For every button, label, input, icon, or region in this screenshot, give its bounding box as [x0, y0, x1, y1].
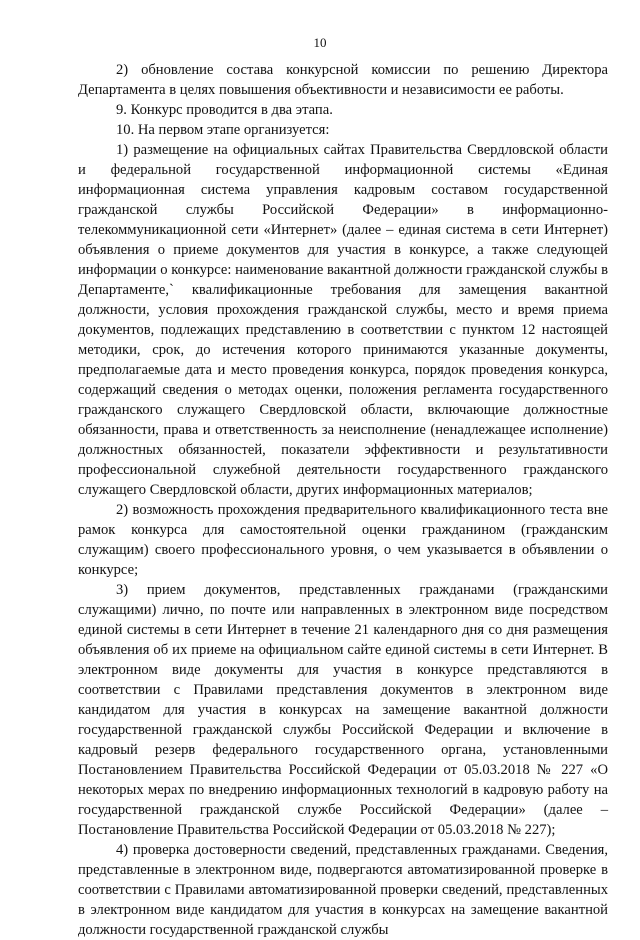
paragraph-document-intake: 3) прием документов, представленных гражданами (гражданскими служащими) лично, по почте или направленных в электронном виде посредством единой системы в сети Интернет в течение 21 календарного дня со дня размещения объявления об их приеме на официальном сайте единой системы в сети Интернет. В электронном виде документы для участия в конкурсе представляются в соответствии с Правилами представления документов в электронном виде кандидатом для участия в конкурсах на замещение вакантной должности государственной гражданской службы Российской Федерации и включение в кадровый резерв федерального государственного органа, установленными Постановлением Правительства Российской Федерации от 05.03.2018 № 227 «О некоторых мерах по внедрению информационных технологий в кадровую работу на государственной гражданской службе Российской Федерации» (далее – Постановление Правительства Российской Федерации от 05.03.2018 № 227); [78, 582, 608, 838]
paragraph-verification: 4) проверка достоверности сведений, представленных гражданами. Сведения, представленные в электронном виде, подвергаются автоматизированной проверке в соответствии с Правилами автоматизированной проверки сведений, представленных в электронном виде кандидатом для участия в конкурсах на замещение вакантной должности государственной гражданской службы [78, 842, 608, 938]
paragraph-two-stages: 9. Конкурс проводится в два этапа. [116, 102, 333, 118]
paragraph-publication: 1) размещение на официальных сайтах Правительства Свердловской области и федеральной государственной информационной системы «Единая информационная система управления кадровым составом государственной гражданской службы Российской Федерации» в информационно-телекоммуникационной сети «Интернет» (далее – единая система в сети Интернет) объявления о приеме документов для участия в конкурсе, а также следующей информации о конкурсе: наименование вакантной должности гражданской службы в Департаменте,` квалификационные требования для замещения вакантной должности, условия прохождения гражданской службы, место и время приема документов, подлежащих представлению в соответствии с пунктом 12 настоящей методики, срок, до истечения которого принимаются указанные документы, предполагаемые дата и место проведения конкурса, порядок проведения конкурса, содержащий сведения о методах оценки, положения регламента государственного гражданского служащего Свердловской области, включающие должностные обязанности, права и ответственность за неисполнение (ненадлежащее исполнение) должностных обязанностей, показатели эффективности и результативности профессиональной служебной деятельности государственного гражданского служащего Свердловской области, других информационных материалов; [78, 142, 608, 498]
paragraph-first-stage: 10. На первом этапе организуется: [116, 122, 330, 138]
page-number: 10 [313, 35, 327, 50]
paragraph-preliminary-test: 2) возможность прохождения предварительного квалификационного теста вне рамок конкурса для самостоятельной оценки гражданином (гражданским служащим) своего профессионального уровня, о чем указывается в объявлении о конкурсе; [78, 502, 608, 578]
document-body [78, 60, 608, 940]
paragraph-commission-update: 2) обновление состава конкурсной комиссии по решению Директора Департамента в целях повышения объективности и независимости ее работы. [78, 62, 608, 98]
